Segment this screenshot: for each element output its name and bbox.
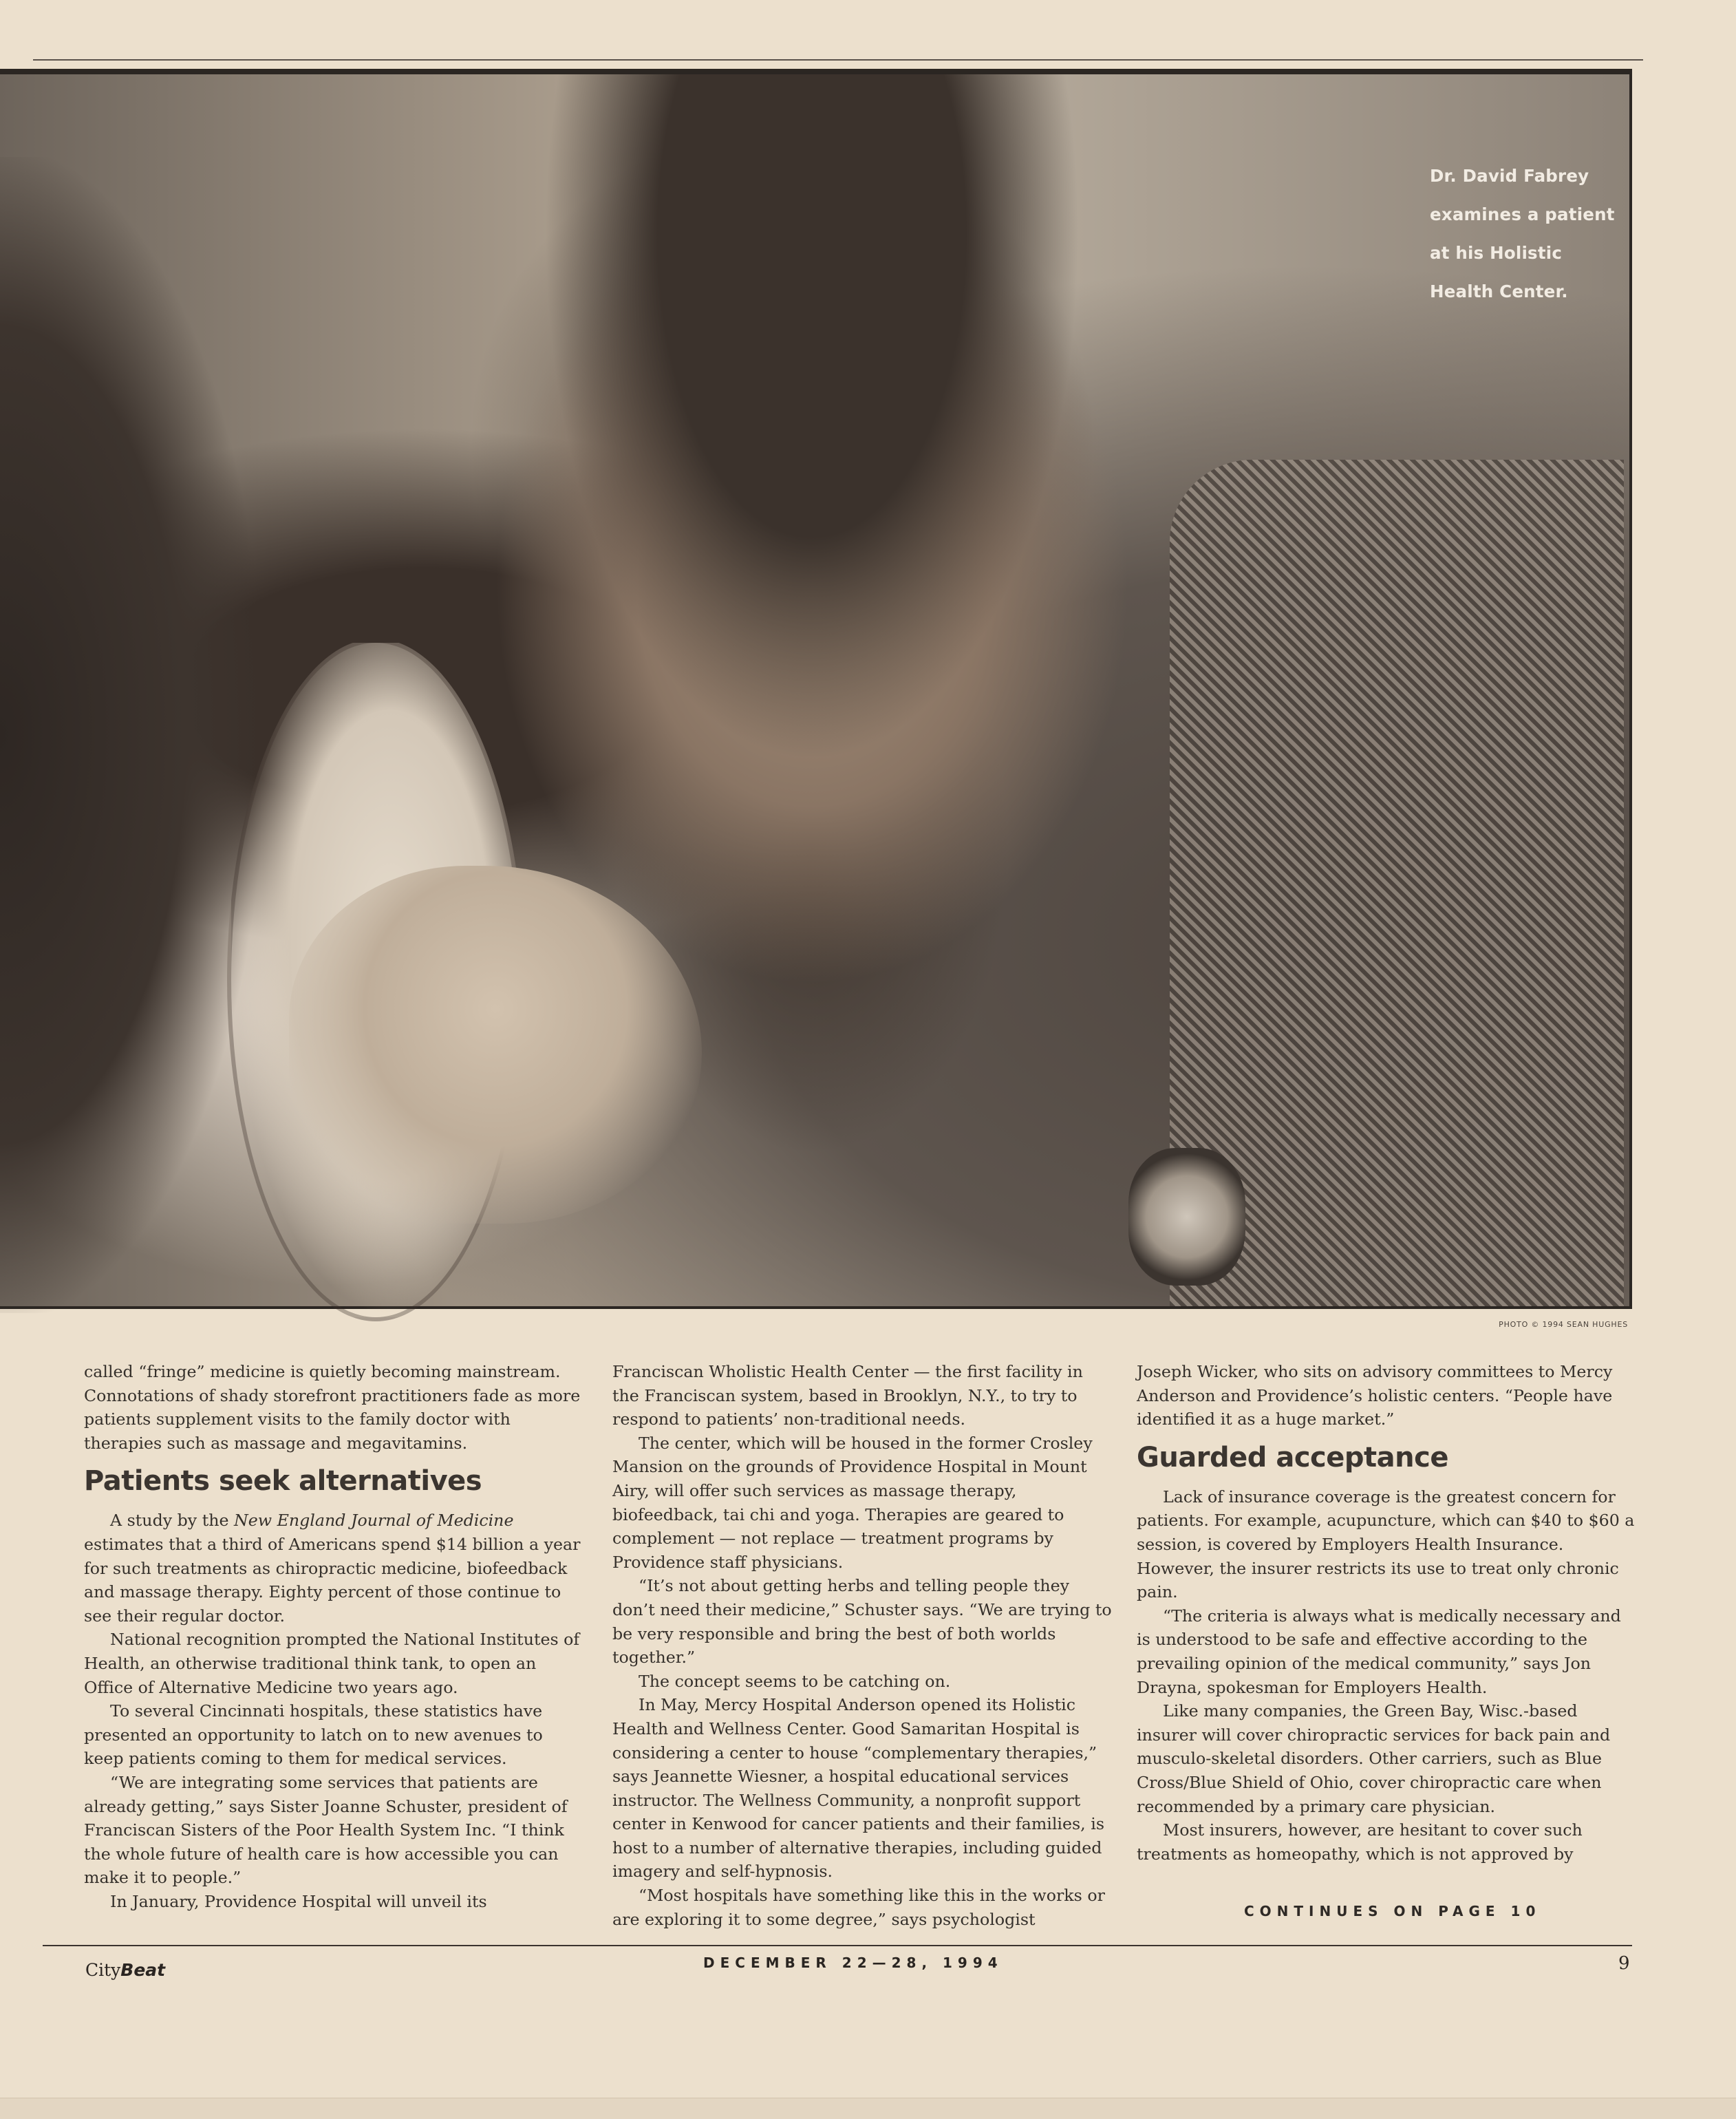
logo-city: City: [85, 1960, 121, 1980]
paragraph: Franciscan Wholistic Health Center — the first facility in the Franciscan system, based in Brooklyn, N.Y., to try to respond to patients’ non-traditional needs.: [612, 1362, 1083, 1429]
journal-title: New England Journal of Medicine: [234, 1511, 514, 1531]
subheading-guarded-acceptance: Guarded acceptance: [1137, 1441, 1448, 1473]
top-rule: [33, 59, 1643, 61]
wristwatch: [1128, 1148, 1245, 1286]
logo-beat: Beat: [120, 1960, 166, 1980]
paragraph: “We are integrating some services that patients are already getting,” says Sister Joanne Schuster, president of Franciscan Sisters of the Poor Health System Inc. “I think the whole future of health care is how accessible you can make it to people.”: [84, 1772, 568, 1888]
paragraph: To several Cincinnati hospitals, these statistics have presented an opportunity to latch on to new avenues to keep patients coming to them for medical services.: [84, 1701, 543, 1769]
paragraph: In May, Mercy Hospital Anderson opened its Holistic Health and Wellness Center. Good Samaritan Hospital is considering a center to house “complementary therapies,” says Jeannette Wiesner, a hospital educational services instructor. The Wellness Community, a nonprofit support center in Kenwood for cancer patients and their families, is host to a number of alternative therapies, including guided imagery and self-hypnosis.: [612, 1695, 1104, 1882]
paragraph: “It’s not about getting herbs and telling people they don’t need their medicine,” Schuster says. “We are trying to be very responsible and bring the best of both worlds together.”: [612, 1576, 1112, 1668]
footer-rule: [43, 1945, 1632, 1946]
continues-on-page-jump: CONTINUES ON PAGE 10: [1244, 1903, 1541, 1919]
paragraph: Lack of insurance coverage is the greatest concern for patients. For example, acupuncture, which can $40 to $60 a session, is covered by Employers Health Insurance. However, the insurer restricts its use to treat only chronic pain.: [1137, 1487, 1635, 1602]
article-photo: [0, 69, 1632, 1309]
column-3: [1137, 1360, 1636, 1866]
citybeat-logo: [85, 1960, 165, 1980]
paragraph: Like many companies, the Green Bay, Wisc.-based insurer will cover chiropractic services for back pain and musculo-skeletal disorders. Other carriers, such as Blue Cross/Blue Shield of Ohio, cover chiropractic care when recommended by a primary care physician.: [1137, 1701, 1611, 1816]
photo-caption: Dr. David Fabrey examines a patient at his Holistic Health Center.: [1430, 166, 1615, 301]
photo-credit: PHOTO © 1994 SEAN HUGHES: [1499, 1320, 1628, 1329]
column-2: [612, 1360, 1115, 1931]
paragraph: National recognition prompted the National Institutes of Health, an otherwise traditional think tank, to open an Office of Alternative Medicine two years ago.: [84, 1630, 580, 1697]
page-number: 9: [1618, 1953, 1630, 1974]
issue-date: DECEMBER 22—28, 1994: [703, 1955, 1003, 1971]
paragraph: In January, Providence Hospital will unveil its: [110, 1891, 487, 1911]
paragraph: The center, which will be housed in the former Crosley Mansion on the grounds of Providence Hospital in Mount Airy, will offer such services as massage therapy, biofeedback, tai chi and yoga. Therapies are geared to complement — not replace — treatment programs by Providence staff physicians.: [612, 1433, 1093, 1572]
column-1: [84, 1360, 586, 1913]
paragraph: [84, 1509, 586, 1628]
paragraph: “Most hospitals have something like this in the works or are exploring it to some degree,” says psychologist: [612, 1886, 1105, 1929]
paragraph: Most insurers, however, are hesitant to cover such treatments as homeopathy, which is not approved by: [1137, 1820, 1583, 1864]
patient-silhouette: [0, 157, 261, 1313]
paragraph: “The criteria is always what is medically necessary and is understood to be safe and effective according to the prevailing opinion of the medical community,” says Jon Drayna, spokesman for Employers Health.: [1137, 1606, 1621, 1697]
scan-edge: [0, 2098, 1736, 2119]
paragraph: The concept seems to be catching on.: [639, 1671, 951, 1691]
paragraph: called “fringe” medicine is quietly becoming mainstream. Connotations of shady storefront practitioners fade as more patients supplement visits to the family doctor with therapies such as massage and megavitamins.: [84, 1362, 581, 1453]
paragraph: Joseph Wicker, who sits on advisory committees to Mercy Anderson and Providence’s holistic centers. “People have identified it as a huge market.”: [1137, 1362, 1613, 1429]
text-span: estimates that a third of Americans spend $14 billion a year for such treatments as chiropractic medicine, biofeedback and massage therapy. Eighty percent of those continue to see their regular doctor.: [84, 1534, 581, 1626]
text-span: A study by the: [110, 1511, 235, 1531]
subheading-patients-seek-alternatives: Patients seek alternatives: [84, 1465, 482, 1498]
